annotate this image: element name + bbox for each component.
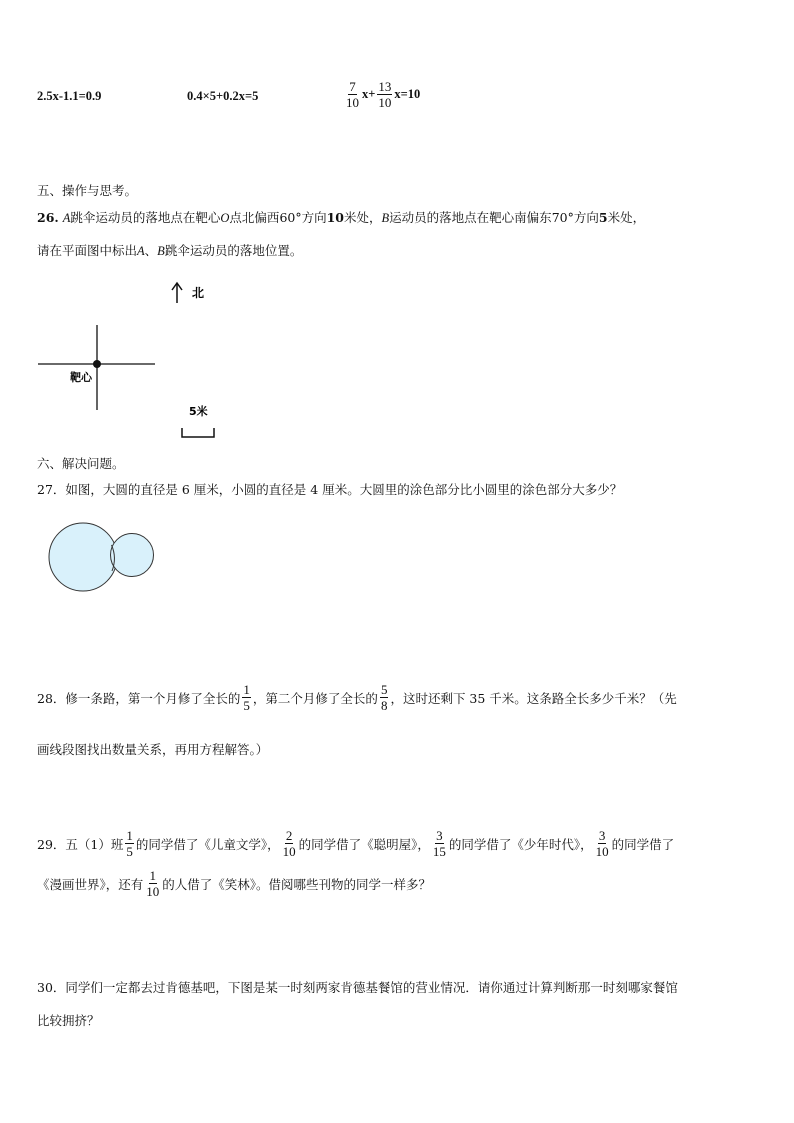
question-28-line-2: 画线段图找出数量关系，再用方程解答。） bbox=[37, 742, 269, 757]
equation-1: 2.5x-1.1=0.9 bbox=[37, 89, 102, 103]
target-center-label: 靶心 bbox=[70, 371, 92, 384]
fraction: $\frac{1}{5}$ bbox=[243, 682, 250, 713]
fraction: $\frac{2}{10}$ bbox=[282, 828, 296, 859]
question-28-line-1: 28．修一条路，第一个月修了全长的 $\frac{1}{5}$ ，第二个月修了全长的 $\frac{5}{8}$ ，这时还剩下 35 千米。这条路全长多少千米？（先 bbox=[37, 682, 677, 713]
section-heading-5: 五、操作与思考。 bbox=[37, 183, 138, 198]
fraction: $\frac{3}{10}$ bbox=[595, 828, 609, 859]
fraction: $\frac{5}{8}$ bbox=[380, 682, 388, 713]
question-29-line-2: 《漫画世界》，还有 $\frac{1}{10}$ 的人借了《笑林》。借阅哪些刊物的同学一样多？ bbox=[37, 868, 432, 899]
fraction: $\frac{13}{10}$ bbox=[378, 79, 392, 110]
question-27: 27．如图，大圆的直径是 6 厘米，小圆的直径是 4 厘米。大圆里的涂色部分比小圆里的涂色部分大多少？ bbox=[37, 482, 623, 497]
scale-bar bbox=[182, 428, 214, 437]
question-30-line-1: 30．同学们一定都去过肯德基吧，下图是某一时刻两家肯德基餐馆的营业情况．请你通过计算判断那一时刻哪家餐馆 bbox=[37, 980, 678, 995]
fraction: $\frac{1}{10}$ bbox=[146, 868, 160, 899]
fraction: $\frac{1}{5}$ bbox=[126, 828, 133, 859]
target-center-dot bbox=[93, 360, 101, 368]
circles-figure bbox=[40, 518, 170, 608]
large-circle bbox=[49, 523, 117, 591]
small-circle bbox=[111, 534, 154, 577]
section-heading-6: 六、解决问题。 bbox=[37, 456, 125, 471]
equation-2: 0.4×5+0.2x=5 bbox=[187, 89, 259, 103]
north-arrow-icon bbox=[172, 283, 182, 303]
question-30-line-2: 比较拥挤？ bbox=[37, 1013, 100, 1028]
question-26-line-2: 请在平面图中标出A、B跳伞运动员的落地位置。 bbox=[37, 243, 303, 258]
equation-3: $\frac{7}{10}$ x+ $\frac{13}{10}$ x=10 bbox=[346, 79, 421, 110]
question-26-line-1: 26. A跳伞运动员的落地点在靶心O点北偏西60°方向10米处，B运动员的落地点在靶心南偏东70°方向5米处， bbox=[37, 210, 646, 225]
scale-label: 5米 bbox=[189, 405, 208, 418]
question-29-line-1: 29．五（1）班 $\frac{1}{5}$ 的同学借了《儿童文学》， $\frac{2}{10}$ 的同学借了《聪明屋》， $\frac{3}{15}$ 的同学借了《少年时代》， $\frac{3}{10}$ 的同学借了 bbox=[37, 828, 675, 859]
fraction: $\frac{7}{10}$ bbox=[346, 79, 359, 110]
north-label: 北 bbox=[192, 286, 205, 300]
fraction: $\frac{3}{15}$ bbox=[432, 828, 446, 859]
landing-diagram bbox=[30, 278, 230, 443]
